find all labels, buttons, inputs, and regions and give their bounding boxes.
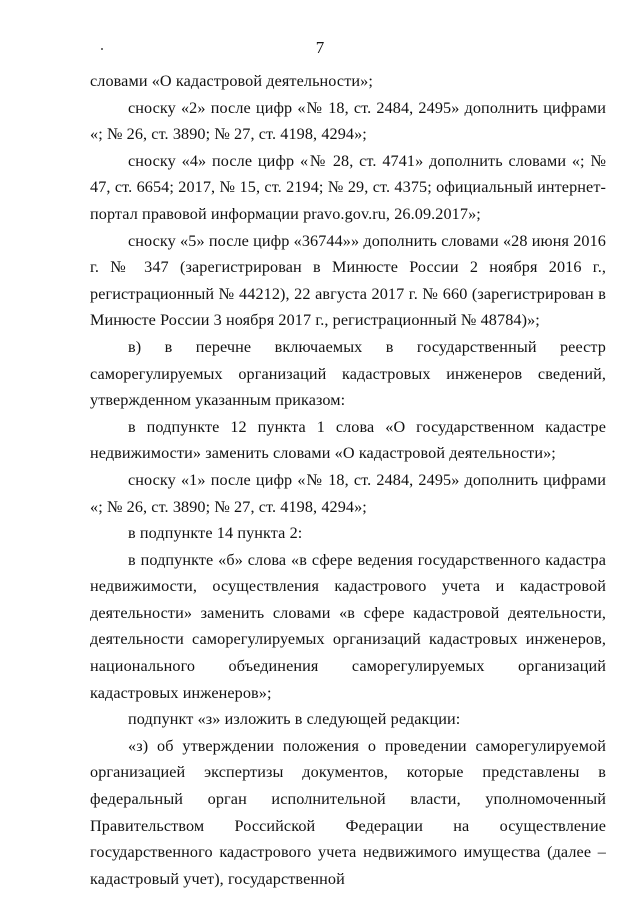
paragraph: в подпункте 12 пункта 1 слова «О государственном кадастре недвижимости» заменить словами «О кадастровой деятельности»; (90, 417, 606, 463)
page-number: 7 (315, 38, 325, 57)
scan-speck (101, 48, 103, 50)
paragraph: сноску «2» после цифр «№ 18, ст. 2484, 2495» дополнить цифрами «; № 26, ст. 3890; № 27, ст. 4198, 4294»; (90, 98, 606, 144)
paragraph: сноску «5» после цифр «36744»» дополнить словами «28 июня 2016 г. № 347 (зарегистрирован в Минюсте России 2 ноября 2016 г., регистрационный № 44212), 22 августа 2017 г. № 660 (зарегистрирован в Минюсте России 3 ноября 2017 г., регистрационный № 48784)»; (90, 231, 606, 330)
paragraph: сноску «1» после цифр «№ 18, ст. 2484, 2495» дополнить цифрами «; № 26, ст. 3890; № 27, ст. 4198, 4294»; (90, 470, 606, 516)
document-body (90, 68, 606, 892)
paragraph: в подпункте 14 пункта 2: (128, 524, 303, 543)
paragraph: «з) об утверждении положения о проведении саморегулируемой организацией экспертизы документов, которые представлены в федеральный орган исполнительной власти, уполномоченный Правительством Российской Федерации на осуществление государственного кадастрового учета недвижимого имущества (далее – кадастровый учет), государственной (90, 736, 606, 888)
paragraph: словами «О кадастровой деятельности»; (90, 72, 373, 90)
paragraph: в) в перечне включаемых в государственный реестр саморегулируемых организаций кадастровых инженеров сведений, утвержденном указанным приказом: (90, 337, 606, 410)
paragraph: сноску «4» после цифр «№ 28, ст. 4741» дополнить словами «; № 47, ст. 6654; 2017, № 15, ст. 2194; № 29, ст. 4375; официальный интернет-портал правовой информации pravo.gov.ru, 26.09.2017»; (90, 151, 606, 223)
paragraph: подпункт «з» изложить в следующей редакции: (128, 710, 461, 729)
paragraph: в подпункте «б» слова «в сфере ведения государственного кадастра недвижимости, осуществления кадастрового учета и кадастровой деятельности» заменить словами «в сфере кадастровой деятельности, деятельности саморегулируемых организаций кадастровых инженеров, национального объединения саморегулируемых организаций кадастровых инженеров»; (90, 550, 606, 702)
